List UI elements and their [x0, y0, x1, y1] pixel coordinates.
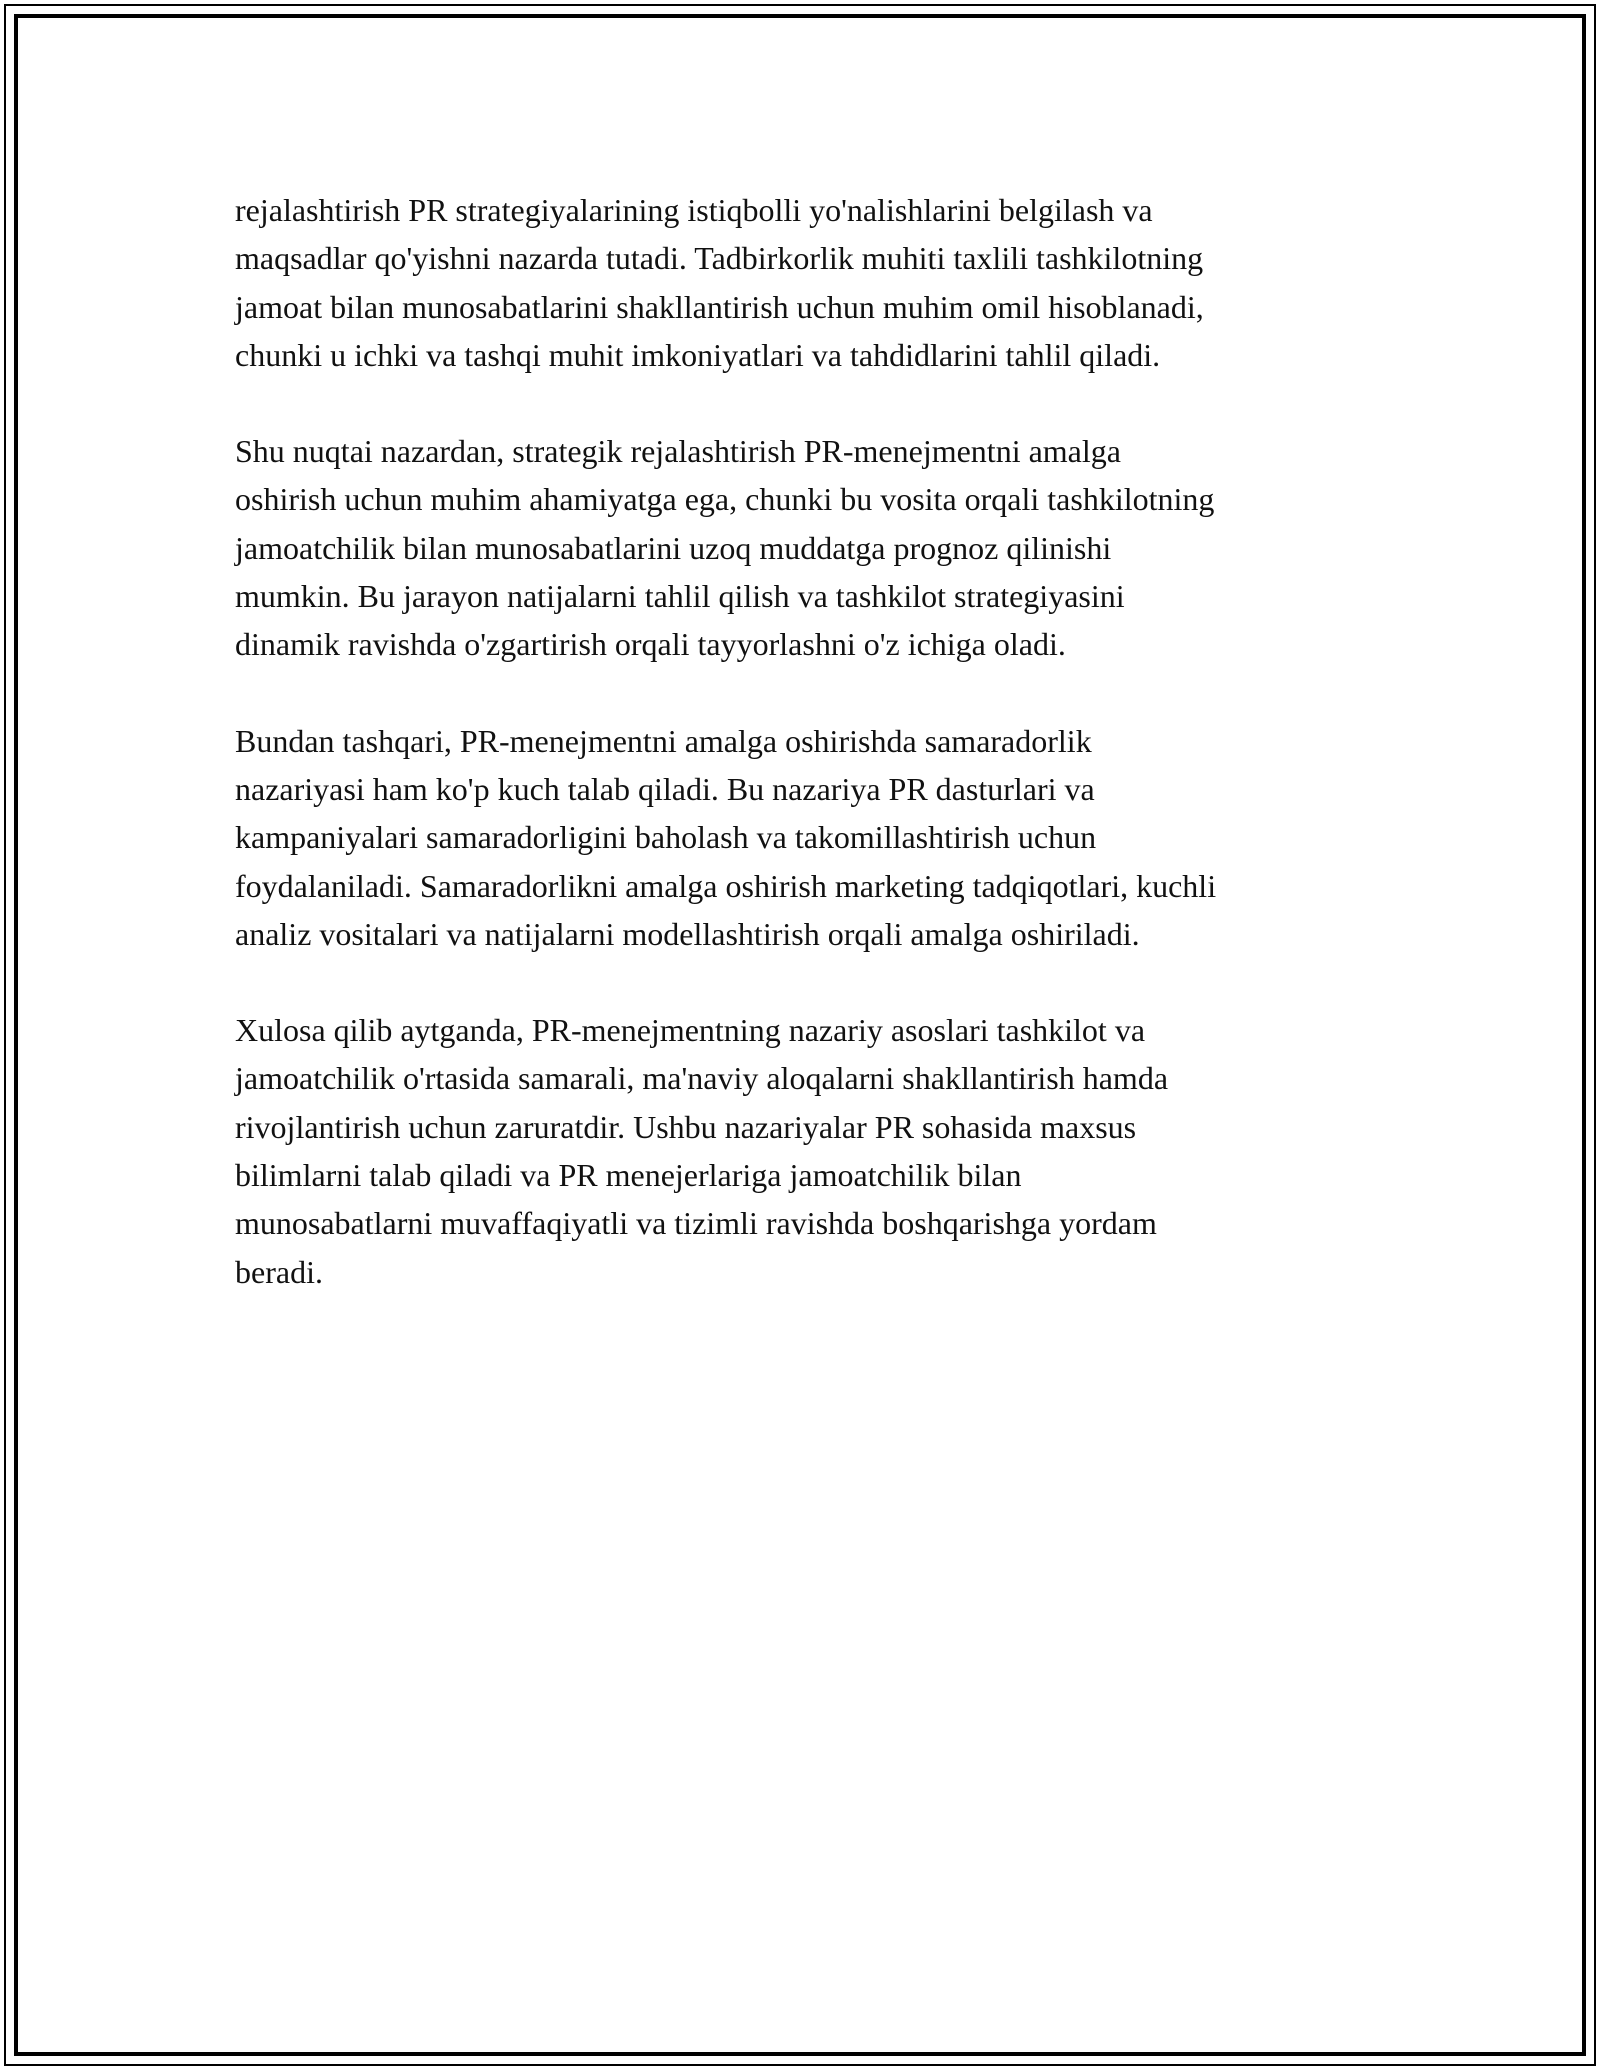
paragraph-strategic-planning: Shu nuqtai nazardan, strategik rejalashtirish PR-menejmentni amalga oshirish uchun muhim ahamiyatga ega, chunki bu vosita orqali tashkilotning jamoatchilik bilan munosabatlarini uzoq muddatga prognoz qilinishi mumkin. Bu jarayon natijalarni tahlil qilish va tashkilot strategiyasini dinamik ravishda o'zgartirish orqali tayyorlashni o'z ichiga oladi.	[235, 433, 1215, 663]
paragraph-strategic-planning-intro: rejalashtirish PR strategiyalarining istiqbolli yo'nalishlarini belgilash va maqsadlar qo'yishni nazarda tutadi. Tadbirkorlik muhiti taxlili tashkilotning jamoat bilan munosabatlarini shakllantirish uchun muhim omil hisoblanadi, chunki u ichki va tashqi muhit imkoniyatlari va tahdidlarini tahlil qiladi.	[235, 192, 1204, 373]
document-body	[235, 186, 1375, 1344]
paragraph-efficiency-theory: Bundan tashqari, PR-menejmentni amalga oshirishda samaradorlik nazariyasi ham ko'p kuch talab qiladi. Bu nazariya PR dasturlari va kampaniyalari samaradorligini baholash va takomillashtirish uchun foydalaniladi. Samaradorlikni amalga oshirish marketing tadqiqotlari, kuchli analiz vositalari va natijalarni modellashtirish orqali amalga oshiriladi.	[235, 722, 1217, 952]
paragraph-conclusion: Xulosa qilib aytganda, PR-menejmentning nazariy asoslari tashkilot va jamoatchilik o'rtasida samarali, ma'naviy aloqalarni shakllantirish hamda rivojlantirish uchun zaruratdir. Ushbu nazariyalar PR sohasida maxsus bilimlarni talab qiladi va PR menejerlariga jamoatchilik bilan munosabatlarni muvaffaqiyatli va tizimli ravishda boshqarishga yordam beradi.	[235, 1012, 1169, 1290]
